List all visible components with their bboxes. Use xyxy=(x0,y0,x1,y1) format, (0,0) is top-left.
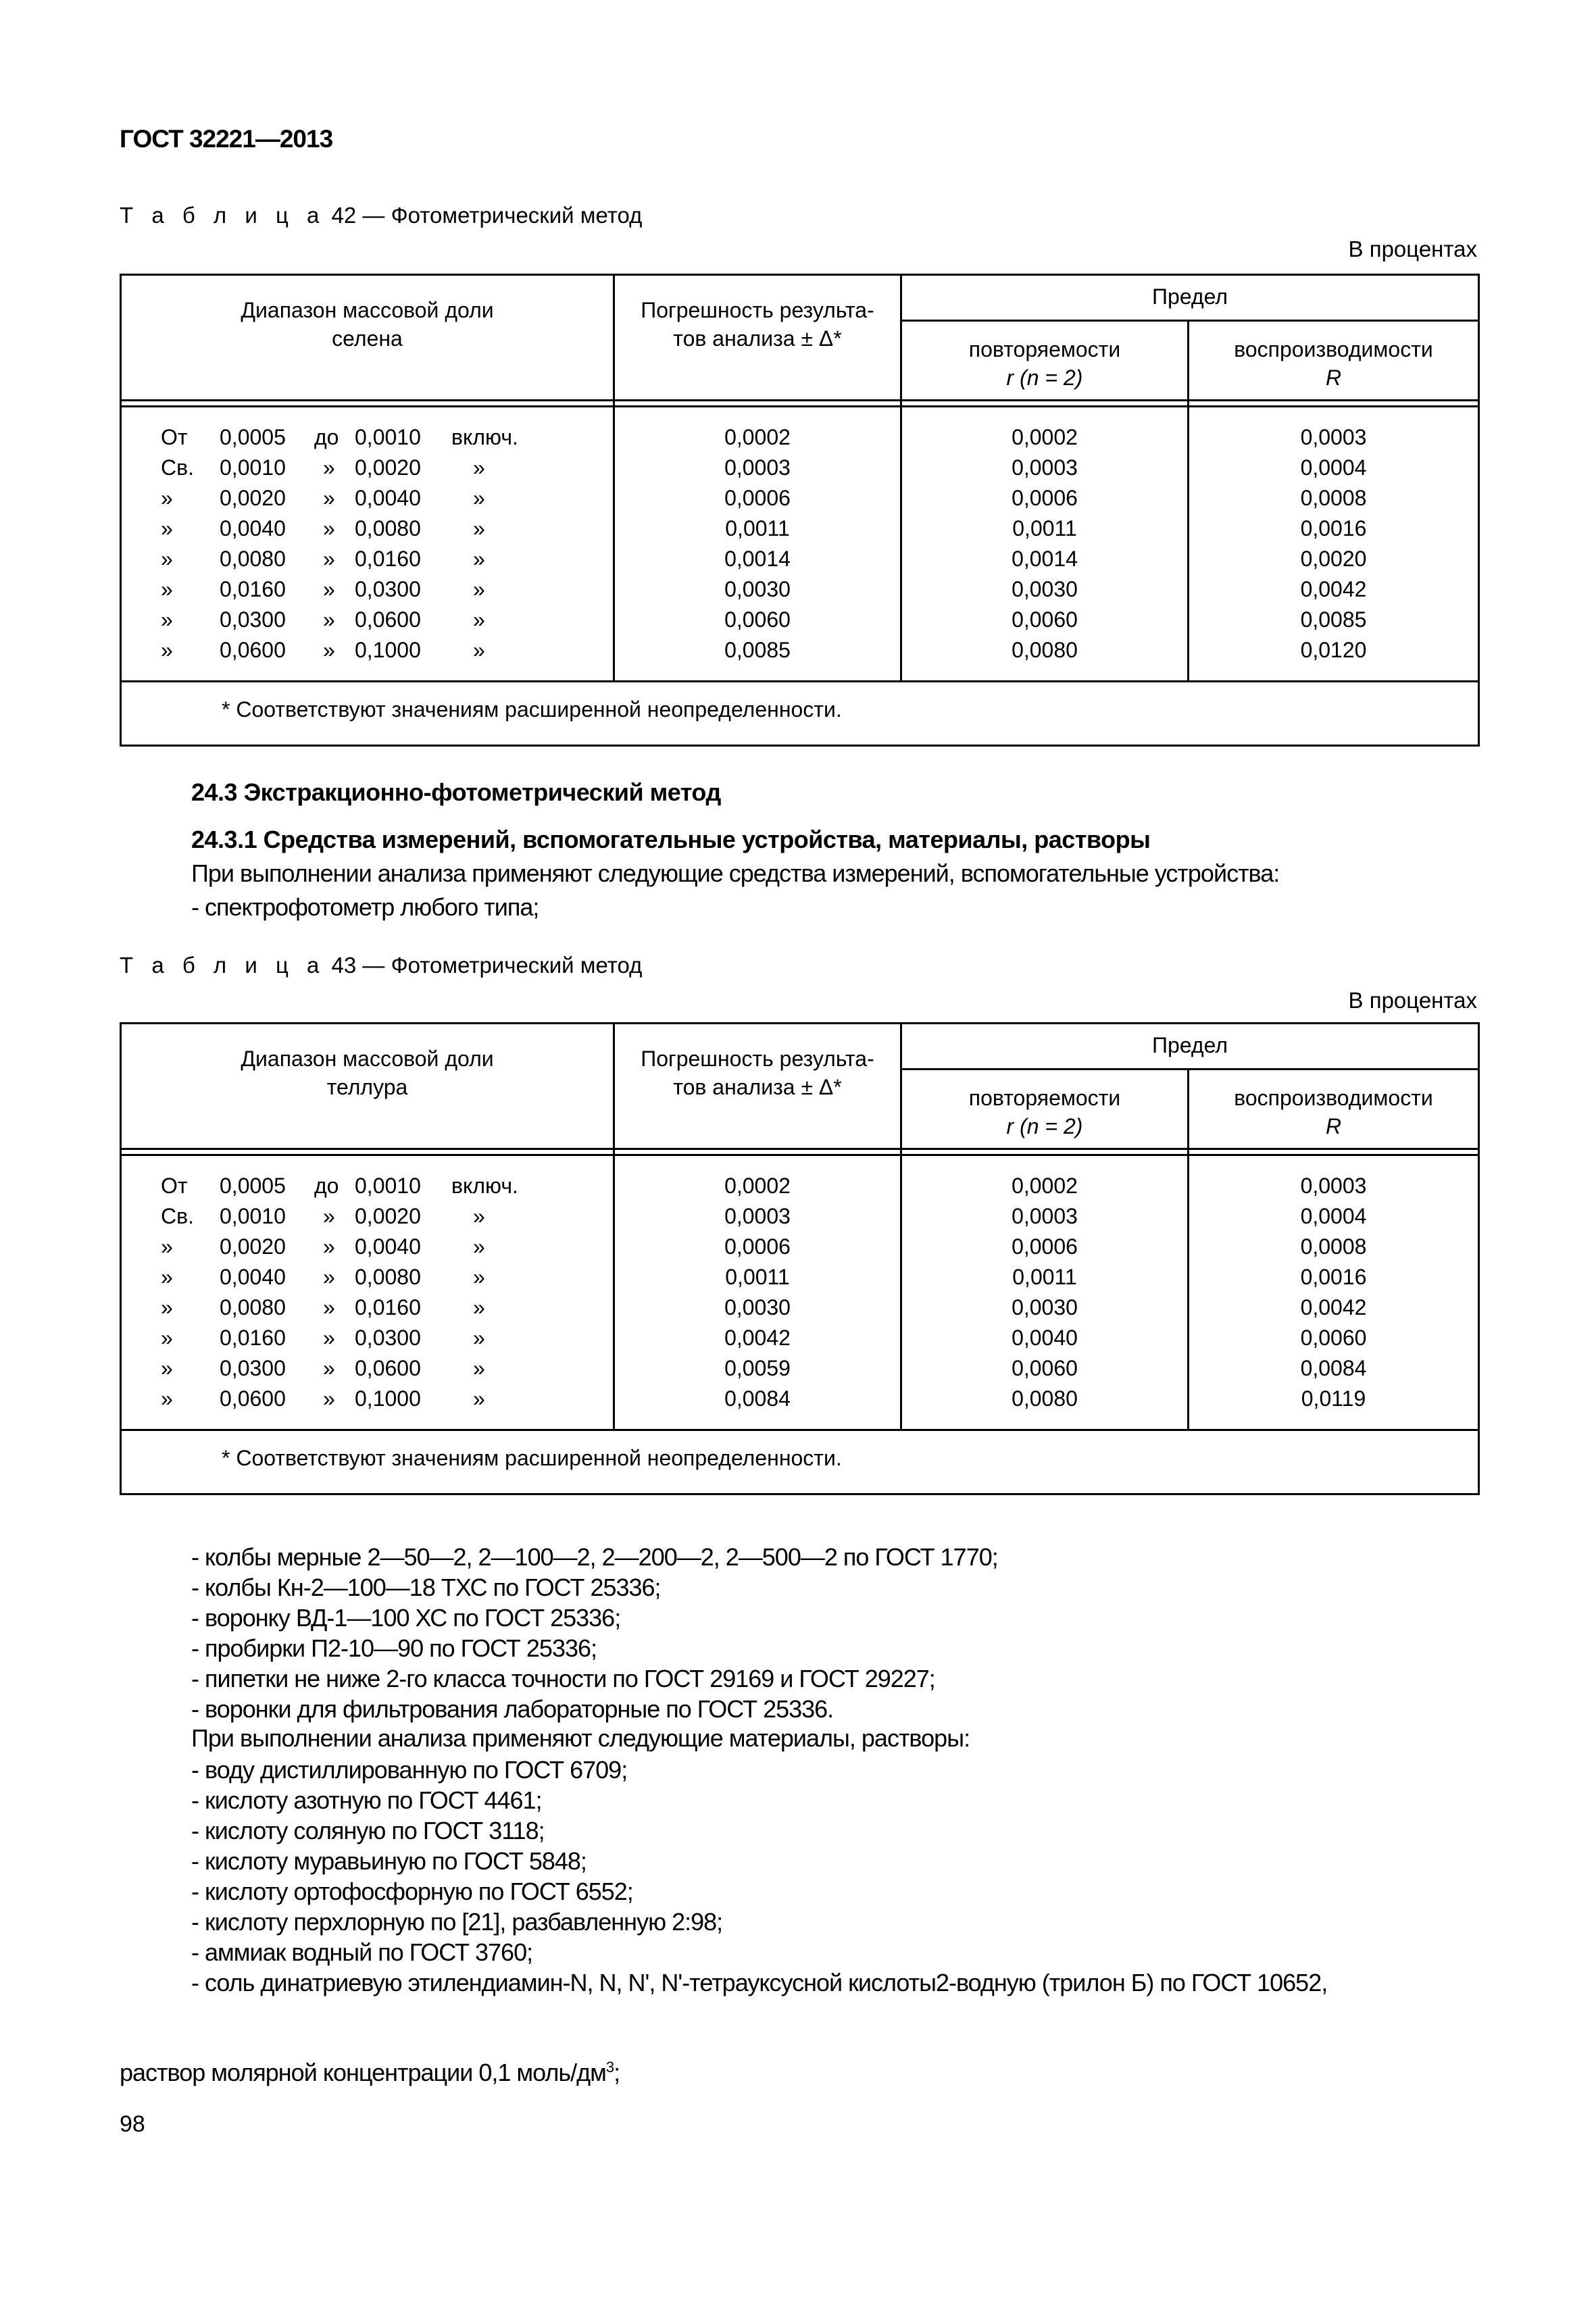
range-mid: » xyxy=(323,1386,335,1411)
table42-range-column xyxy=(121,407,614,682)
table-cell-r: 0,0016 xyxy=(1300,1265,1367,1289)
range-post: » xyxy=(473,638,485,662)
table-cell-error: 0,0060 xyxy=(724,607,791,632)
range-mid: до xyxy=(314,1174,339,1198)
range-from: 0,0010 xyxy=(220,455,286,480)
range-post: » xyxy=(473,1265,485,1289)
table43-header-reproducibility: воспроизводимости R xyxy=(1189,1070,1479,1149)
table43-error-column xyxy=(614,1155,901,1430)
range-mid: » xyxy=(323,1265,335,1289)
table42-caption-title: 42 — Фотометрический метод xyxy=(325,203,643,228)
range-from: 0,0600 xyxy=(220,638,286,662)
table-cell-error: 0,0011 xyxy=(725,516,790,540)
range-to: 0,0600 xyxy=(355,607,421,632)
section-24-3-title: 24.3 Экстракционно-фотометрический метод xyxy=(191,778,721,806)
range-pre: » xyxy=(161,1356,173,1380)
range-pre: » xyxy=(161,1265,173,1289)
range-pre: » xyxy=(161,547,173,571)
table-cell-r: 0,0003 xyxy=(1012,1204,1078,1228)
table-row-range xyxy=(122,635,613,665)
section-24-3-1-title: 24.3.1 Средства измерений, вспомогательные устройства, материалы, растворы xyxy=(191,826,1151,853)
range-pre: » xyxy=(161,1386,173,1411)
table-cell-r: 0,0004 xyxy=(1300,1204,1367,1228)
range-to: 0,0080 xyxy=(355,516,421,540)
table43-range-column xyxy=(121,1155,614,1430)
table-cell-error: 0,0006 xyxy=(724,486,791,510)
table-row-range xyxy=(122,1292,613,1323)
range-to: 0,0300 xyxy=(355,1326,421,1350)
range-from: 0,0080 xyxy=(220,1295,286,1319)
table-row-range xyxy=(122,422,613,453)
table-cell-r: 0,0011 xyxy=(1012,1265,1077,1289)
list-item: - пипетки не ниже 2-го класса точности по ГОСТ 29169 и ГОСТ 29227; xyxy=(191,1665,935,1692)
table-cell-r: 0,0080 xyxy=(1012,1386,1078,1411)
table-cell-r: 0,0014 xyxy=(1012,547,1078,571)
range-mid: » xyxy=(323,1204,335,1228)
table-cell-r: 0,0003 xyxy=(1300,425,1367,449)
range-mid: » xyxy=(323,516,335,540)
table42-header-limit: Предел xyxy=(901,275,1479,321)
table-cell-r: 0,0008 xyxy=(1300,486,1367,510)
list-item: - кислоту азотную по ГОСТ 4461; xyxy=(191,1786,542,1814)
range-pre: » xyxy=(161,638,173,662)
table-cell-r: 0,0042 xyxy=(1300,1295,1367,1319)
table-cell-error: 0,0030 xyxy=(724,577,791,601)
range-to: 0,0020 xyxy=(355,455,421,480)
range-pre: » xyxy=(161,486,173,510)
range-mid: » xyxy=(323,1356,335,1380)
range-post: » xyxy=(473,1234,485,1259)
range-mid: до xyxy=(314,425,339,449)
table-cell-r: 0,0006 xyxy=(1012,486,1078,510)
range-pre: Св. xyxy=(161,1204,194,1228)
table-row-range xyxy=(122,483,613,513)
range-from: 0,0040 xyxy=(220,1265,286,1289)
list-item: - пробирки П2-10—90 по ГОСТ 25336; xyxy=(191,1634,597,1662)
table-cell-error: 0,0011 xyxy=(725,1265,790,1289)
table-cell-error: 0,0084 xyxy=(724,1386,791,1411)
list-item: - соль динатриевую этилендиамин-N, N, N', N'-тетрауксусной кислоты2-водную (трилон Б) по ГОСТ 10652, xyxy=(191,1969,1328,1996)
list-item: - воронку ВД-1—100 ХС по ГОСТ 25336; xyxy=(191,1604,621,1632)
page-number: 98 xyxy=(120,2111,145,2137)
table-row-range xyxy=(122,605,613,635)
range-post: » xyxy=(473,516,485,540)
table-cell-error: 0,0006 xyxy=(724,1234,791,1259)
table43-r-column xyxy=(901,1155,1189,1430)
range-from: 0,0300 xyxy=(220,1356,286,1380)
range-pre: От xyxy=(161,425,188,449)
table-cell-error: 0,0002 xyxy=(724,425,791,449)
table-row-range xyxy=(122,1384,613,1414)
range-mid: » xyxy=(323,1326,335,1350)
range-to: 0,0010 xyxy=(355,425,421,449)
table-cell-error: 0,0085 xyxy=(724,638,791,662)
list-item: - кислоту перхлорную по [21], разбавленную 2:98; xyxy=(191,1908,723,1936)
table43 xyxy=(120,1022,1480,1495)
range-mid: » xyxy=(323,638,335,662)
table-cell-r: 0,0042 xyxy=(1300,577,1367,601)
range-post: » xyxy=(473,1386,485,1411)
table-cell-r: 0,0002 xyxy=(1012,425,1078,449)
range-post: » xyxy=(473,1204,485,1228)
list-item: - кислоту ортофосфорную по ГОСТ 6552; xyxy=(191,1878,633,1905)
range-mid: » xyxy=(323,486,335,510)
range-to: 0,0010 xyxy=(355,1174,421,1198)
range-from: 0,0160 xyxy=(220,577,286,601)
range-to: 0,0160 xyxy=(355,1295,421,1319)
table-row-range xyxy=(122,513,613,544)
table42-caption xyxy=(120,203,642,228)
instruments-list xyxy=(191,1542,998,1724)
range-from: 0,0005 xyxy=(220,1174,286,1198)
range-to: 0,0040 xyxy=(355,1234,421,1259)
range-post: » xyxy=(473,607,485,632)
table42-header-repeatability: повторяемости r (n = 2) xyxy=(901,321,1189,401)
range-from: 0,0300 xyxy=(220,607,286,632)
range-mid: » xyxy=(323,1295,335,1319)
range-mid: » xyxy=(323,607,335,632)
table-cell-error: 0,0002 xyxy=(724,1174,791,1198)
range-mid: » xyxy=(323,1234,335,1259)
range-from: 0,0020 xyxy=(220,486,286,510)
table-row-range xyxy=(122,574,613,605)
table-cell-error: 0,0003 xyxy=(724,455,791,480)
range-post: » xyxy=(473,577,485,601)
table-row-range xyxy=(122,1171,613,1201)
table-cell-r: 0,0004 xyxy=(1300,455,1367,480)
range-mid: » xyxy=(323,577,335,601)
table42-error-column xyxy=(614,407,901,682)
range-pre: От xyxy=(161,1174,188,1198)
table-row-range xyxy=(122,544,613,574)
table-cell-error: 0,0059 xyxy=(724,1356,791,1380)
range-from: 0,0600 xyxy=(220,1386,286,1411)
list-item: - колбы мерные 2—50—2, 2—100—2, 2—200—2, 2—500—2 по ГОСТ 1770; xyxy=(191,1543,998,1571)
range-from: 0,0010 xyxy=(220,1204,286,1228)
range-post: » xyxy=(473,1356,485,1380)
table-cell-error: 0,0042 xyxy=(724,1326,791,1350)
range-to: 0,0160 xyxy=(355,547,421,571)
table43-caption-title: 43 — Фотометрический метод xyxy=(325,953,643,978)
range-post: включ. xyxy=(451,425,518,449)
table43-unit: В процентах xyxy=(1348,988,1477,1013)
range-pre: » xyxy=(161,516,173,540)
range-from: 0,0005 xyxy=(220,425,286,449)
range-from: 0,0040 xyxy=(220,516,286,540)
table-cell-r: 0,0003 xyxy=(1300,1174,1367,1198)
range-post: включ. xyxy=(451,1174,518,1198)
table-cell-r: 0,0085 xyxy=(1300,607,1367,632)
table42-header-range: Диапазон массовой доли селена xyxy=(121,275,614,401)
table-cell-r: 0,0084 xyxy=(1300,1356,1367,1380)
range-to: 0,0600 xyxy=(355,1356,421,1380)
table-cell-r: 0,0060 xyxy=(1300,1326,1367,1350)
range-mid: » xyxy=(323,547,335,571)
range-to: 0,0300 xyxy=(355,577,421,601)
table43-caption-prefix: Т а б л и ц а xyxy=(120,953,326,978)
list-item: - воду дистиллированную по ГОСТ 6709; xyxy=(191,1756,628,1784)
range-post: » xyxy=(473,486,485,510)
table42-header-reproducibility: воспроизводимости R xyxy=(1189,321,1479,401)
range-to: 0,1000 xyxy=(355,638,421,662)
table-cell-r: 0,0002 xyxy=(1012,1174,1078,1198)
range-pre: » xyxy=(161,577,173,601)
table-cell-r: 0,0060 xyxy=(1012,1356,1078,1380)
list-item: - кислоту муравьиную по ГОСТ 5848; xyxy=(191,1847,587,1875)
table42-r-column xyxy=(901,407,1189,682)
table42-unit: В процентах xyxy=(1348,236,1477,261)
table-cell-r: 0,0119 xyxy=(1301,1386,1366,1411)
table43-R-column xyxy=(1189,1155,1479,1430)
range-mid: » xyxy=(323,455,335,480)
table-cell-error: 0,0014 xyxy=(724,547,791,571)
list-item: - аммиак водный по ГОСТ 3760; xyxy=(191,1938,533,1966)
table-cell-r: 0,0011 xyxy=(1012,516,1077,540)
materials-intro: При выполнении анализа применяют следующие материалы, растворы: xyxy=(191,1724,970,1752)
table43-caption xyxy=(120,953,642,978)
list-item: - воронки для фильтрования лабораторные по ГОСТ 25336. xyxy=(191,1695,834,1723)
table43-header-error: Погрешность результа- тов анализа ± Δ* xyxy=(614,1024,901,1149)
table-row-range xyxy=(122,1232,613,1262)
table-row-range xyxy=(122,1262,613,1292)
list-item: - колбы Кн-2—100—18 ТХС по ГОСТ 25336; xyxy=(191,1574,661,1601)
table-row-range xyxy=(122,1323,613,1353)
table42-caption-prefix: Т а б л и ц а xyxy=(120,203,326,228)
instruments-intro: При выполнении анализа применяют следующие средства измерений, вспомогательные устройства: xyxy=(191,859,1280,887)
table-cell-r: 0,0030 xyxy=(1012,1295,1078,1319)
table-cell-r: 0,0040 xyxy=(1012,1326,1078,1350)
range-from: 0,0160 xyxy=(220,1326,286,1350)
range-pre: » xyxy=(161,1234,173,1259)
table-cell-r: 0,0016 xyxy=(1300,516,1367,540)
table-cell-r: 0,0020 xyxy=(1300,547,1367,571)
table-row-range xyxy=(122,1201,613,1232)
table42-R-column xyxy=(1189,407,1479,682)
table43-header-range: Диапазон массовой доли теллура xyxy=(121,1024,614,1149)
instrument-item-spectrophotometer: - спектрофотометр любого типа; xyxy=(191,893,539,921)
table-cell-r: 0,0080 xyxy=(1012,638,1078,662)
table-cell-r: 0,0008 xyxy=(1300,1234,1367,1259)
range-pre: » xyxy=(161,1295,173,1319)
range-pre: » xyxy=(161,1326,173,1350)
list-item: - кислоту соляную по ГОСТ 3118; xyxy=(191,1817,545,1844)
document-header: ГОСТ 32221—2013 xyxy=(120,125,333,153)
range-to: 0,0020 xyxy=(355,1204,421,1228)
table-cell-r: 0,0060 xyxy=(1012,607,1078,632)
table-cell-r: 0,0006 xyxy=(1012,1234,1078,1259)
table43-footnote: * Соответствуют значениям расширенной неопределенности. xyxy=(121,1430,1479,1494)
materials-last-line: раствор молярной концентрации 0,1 моль/$дм^3$; xyxy=(120,2059,620,2086)
range-to: 0,0040 xyxy=(355,486,421,510)
table43-header-repeatability: повторяемости r (n = 2) xyxy=(901,1070,1189,1149)
table42 xyxy=(120,274,1480,747)
table42-header-error: Погрешность результа- тов анализа ± Δ* xyxy=(614,275,901,401)
table-cell-error: 0,0030 xyxy=(724,1295,791,1319)
range-post: » xyxy=(473,455,485,480)
range-to: 0,1000 xyxy=(355,1386,421,1411)
table-cell-error: 0,0003 xyxy=(724,1204,791,1228)
table-row-range xyxy=(122,453,613,483)
range-to: 0,0080 xyxy=(355,1265,421,1289)
range-pre: » xyxy=(161,607,173,632)
table-row-range xyxy=(122,1353,613,1384)
materials-list xyxy=(191,1755,1327,1998)
range-from: 0,0020 xyxy=(220,1234,286,1259)
table42-footnote: * Соответствуют значениям расширенной неопределенности. xyxy=(121,682,1479,746)
table-cell-r: 0,0120 xyxy=(1300,638,1367,662)
table43-header-limit: Предел xyxy=(901,1024,1479,1070)
table-cell-r: 0,0030 xyxy=(1012,577,1078,601)
range-pre: Св. xyxy=(161,455,194,480)
range-post: » xyxy=(473,547,485,571)
range-post: » xyxy=(473,1295,485,1319)
range-from: 0,0080 xyxy=(220,547,286,571)
table-cell-r: 0,0003 xyxy=(1012,455,1078,480)
range-post: » xyxy=(473,1326,485,1350)
